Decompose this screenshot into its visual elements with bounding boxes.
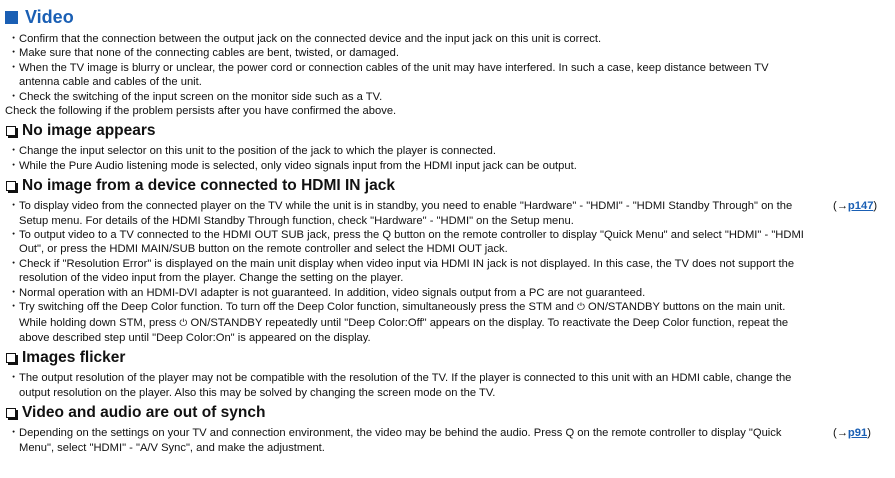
- bullet-icon: ・: [8, 257, 20, 270]
- list-item: ・ Depending on the settings on your TV and connection environment, the video may be behind the audio. Press Q on the remote controller to display "Quick Menu", select "HDMI" - "A/V Sync", and make the adjustment.: [8, 427, 782, 454]
- bullet-icon: ・: [8, 427, 20, 440]
- page-title-text: Video: [25, 7, 74, 27]
- list-item: ・ When the TV image is blurry or unclear, the power cord or connection cables of the unit may have interfered. In such a case, keep distance between TV antenna cable and cables of the unit.: [8, 61, 769, 89]
- list-item: ・ Normal operation with an HDMI-DVI adapter is not guaranteed. In addition, video signals output from a PC are not guaranteed.: [8, 286, 646, 299]
- list-item: ・ The output resolution of the player may not be compatible with the resolution of the TV. If the player is connected to this unit with an HDMI cable, change the output resolution on the player. Also this may be solved by changing the screen mode on the TV.: [8, 372, 792, 399]
- section-heading: No image appears: [5, 121, 890, 141]
- list-item: ・ Check if "Resolution Error" is displayed on the main unit display when video input via HDMI IN jack is not displayed. In this case, the TV does not support the resolution of the video input from the player. Change the setting on the player.: [8, 257, 795, 285]
- checkbox-square-icon: [6, 181, 16, 191]
- checkbox-square-icon: [6, 126, 16, 136]
- section-heading: No image from a device connected to HDMI IN jack: [5, 176, 890, 196]
- power-icon: ⏻: [179, 317, 188, 329]
- list-item: ・ Confirm that the connection between the output jack on the connected device and the input jack on this unit is correct.: [8, 33, 602, 45]
- list-item: ・ To output video to a TV connected to the HDMI OUT SUB jack, press the Q button on the remote controller to display "Quick Menu" and select "HDMI" - "HDMI Out", or press the HDMI MAIN/SUB button on the remote controller and select the HDMI OUT jack.: [8, 229, 804, 256]
- page-reference: (→p147): [833, 200, 878, 213]
- bullet-icon: ・: [8, 301, 20, 314]
- page-link-p91[interactable]: p91: [847, 427, 868, 440]
- bullet-icon: ・: [8, 33, 20, 45]
- bullet-icon: ・: [8, 47, 20, 60]
- list-item: ・ To display video from the connected player on the TV while the unit is in standby, you need to enable "Hardware" - "HDMI" - "HDMI Standby Through" on the Setup menu. For details of the HDMI Standby Through function, check "Hardware" - "HDMI" on the Setup menu.: [8, 200, 793, 227]
- page: [5, 6, 890, 455]
- list-row: [5, 426, 890, 455]
- section-heading: Video and audio are out of synch: [5, 403, 890, 423]
- bullet-icon: ・: [8, 286, 20, 299]
- checkbox-square-icon: [6, 353, 16, 363]
- bullet-icon: ・: [8, 159, 20, 172]
- section-heading: Images flicker: [5, 348, 890, 368]
- list-item: ・ Make sure that none of the connecting cables are bent, twisted, or damaged.: [8, 47, 399, 60]
- bullet-icon: ・: [8, 200, 20, 213]
- list-item: ・ Try switching off the Deep Color function. To turn off the Deep Color function, simultaneously press the STM and ⏻ ON/STANDBY buttons on the main unit. While holding down STM, press ⏻ ON/STANDBY repeatedly until "Deep Color:Off" appears on the display. To reactivate the Deep Color function, repeat the above described step until "Deep Color:On" is appeared on the display.: [8, 301, 789, 344]
- list-item: ・ Change the input selector on this unit to the position of the jack to which the player is connected.: [8, 145, 497, 158]
- list-item: ・ While the Pure Audio listening mode is selected, only video signals input from the HDMI input jack can be output.: [8, 159, 577, 172]
- checkbox-square-icon: [6, 408, 16, 418]
- square-icon: [5, 11, 18, 24]
- list-item: ・ Check the switching of the input screen on the monitor side such as a TV.: [8, 90, 383, 103]
- bullet-icon: ・: [8, 61, 20, 74]
- page-title: [5, 6, 890, 28]
- power-icon: ⏻: [577, 302, 585, 314]
- page-reference: (→p91): [833, 427, 871, 440]
- list-row: [5, 199, 890, 228]
- page-link-p147[interactable]: p147: [847, 200, 874, 213]
- bullet-icon: ・: [8, 145, 20, 158]
- bullet-icon: ・: [8, 90, 20, 103]
- intro-note: Check the following if the problem persists after you have confirmed the above.: [5, 105, 397, 118]
- bullet-icon: ・: [8, 229, 20, 242]
- bullet-icon: ・: [8, 372, 20, 385]
